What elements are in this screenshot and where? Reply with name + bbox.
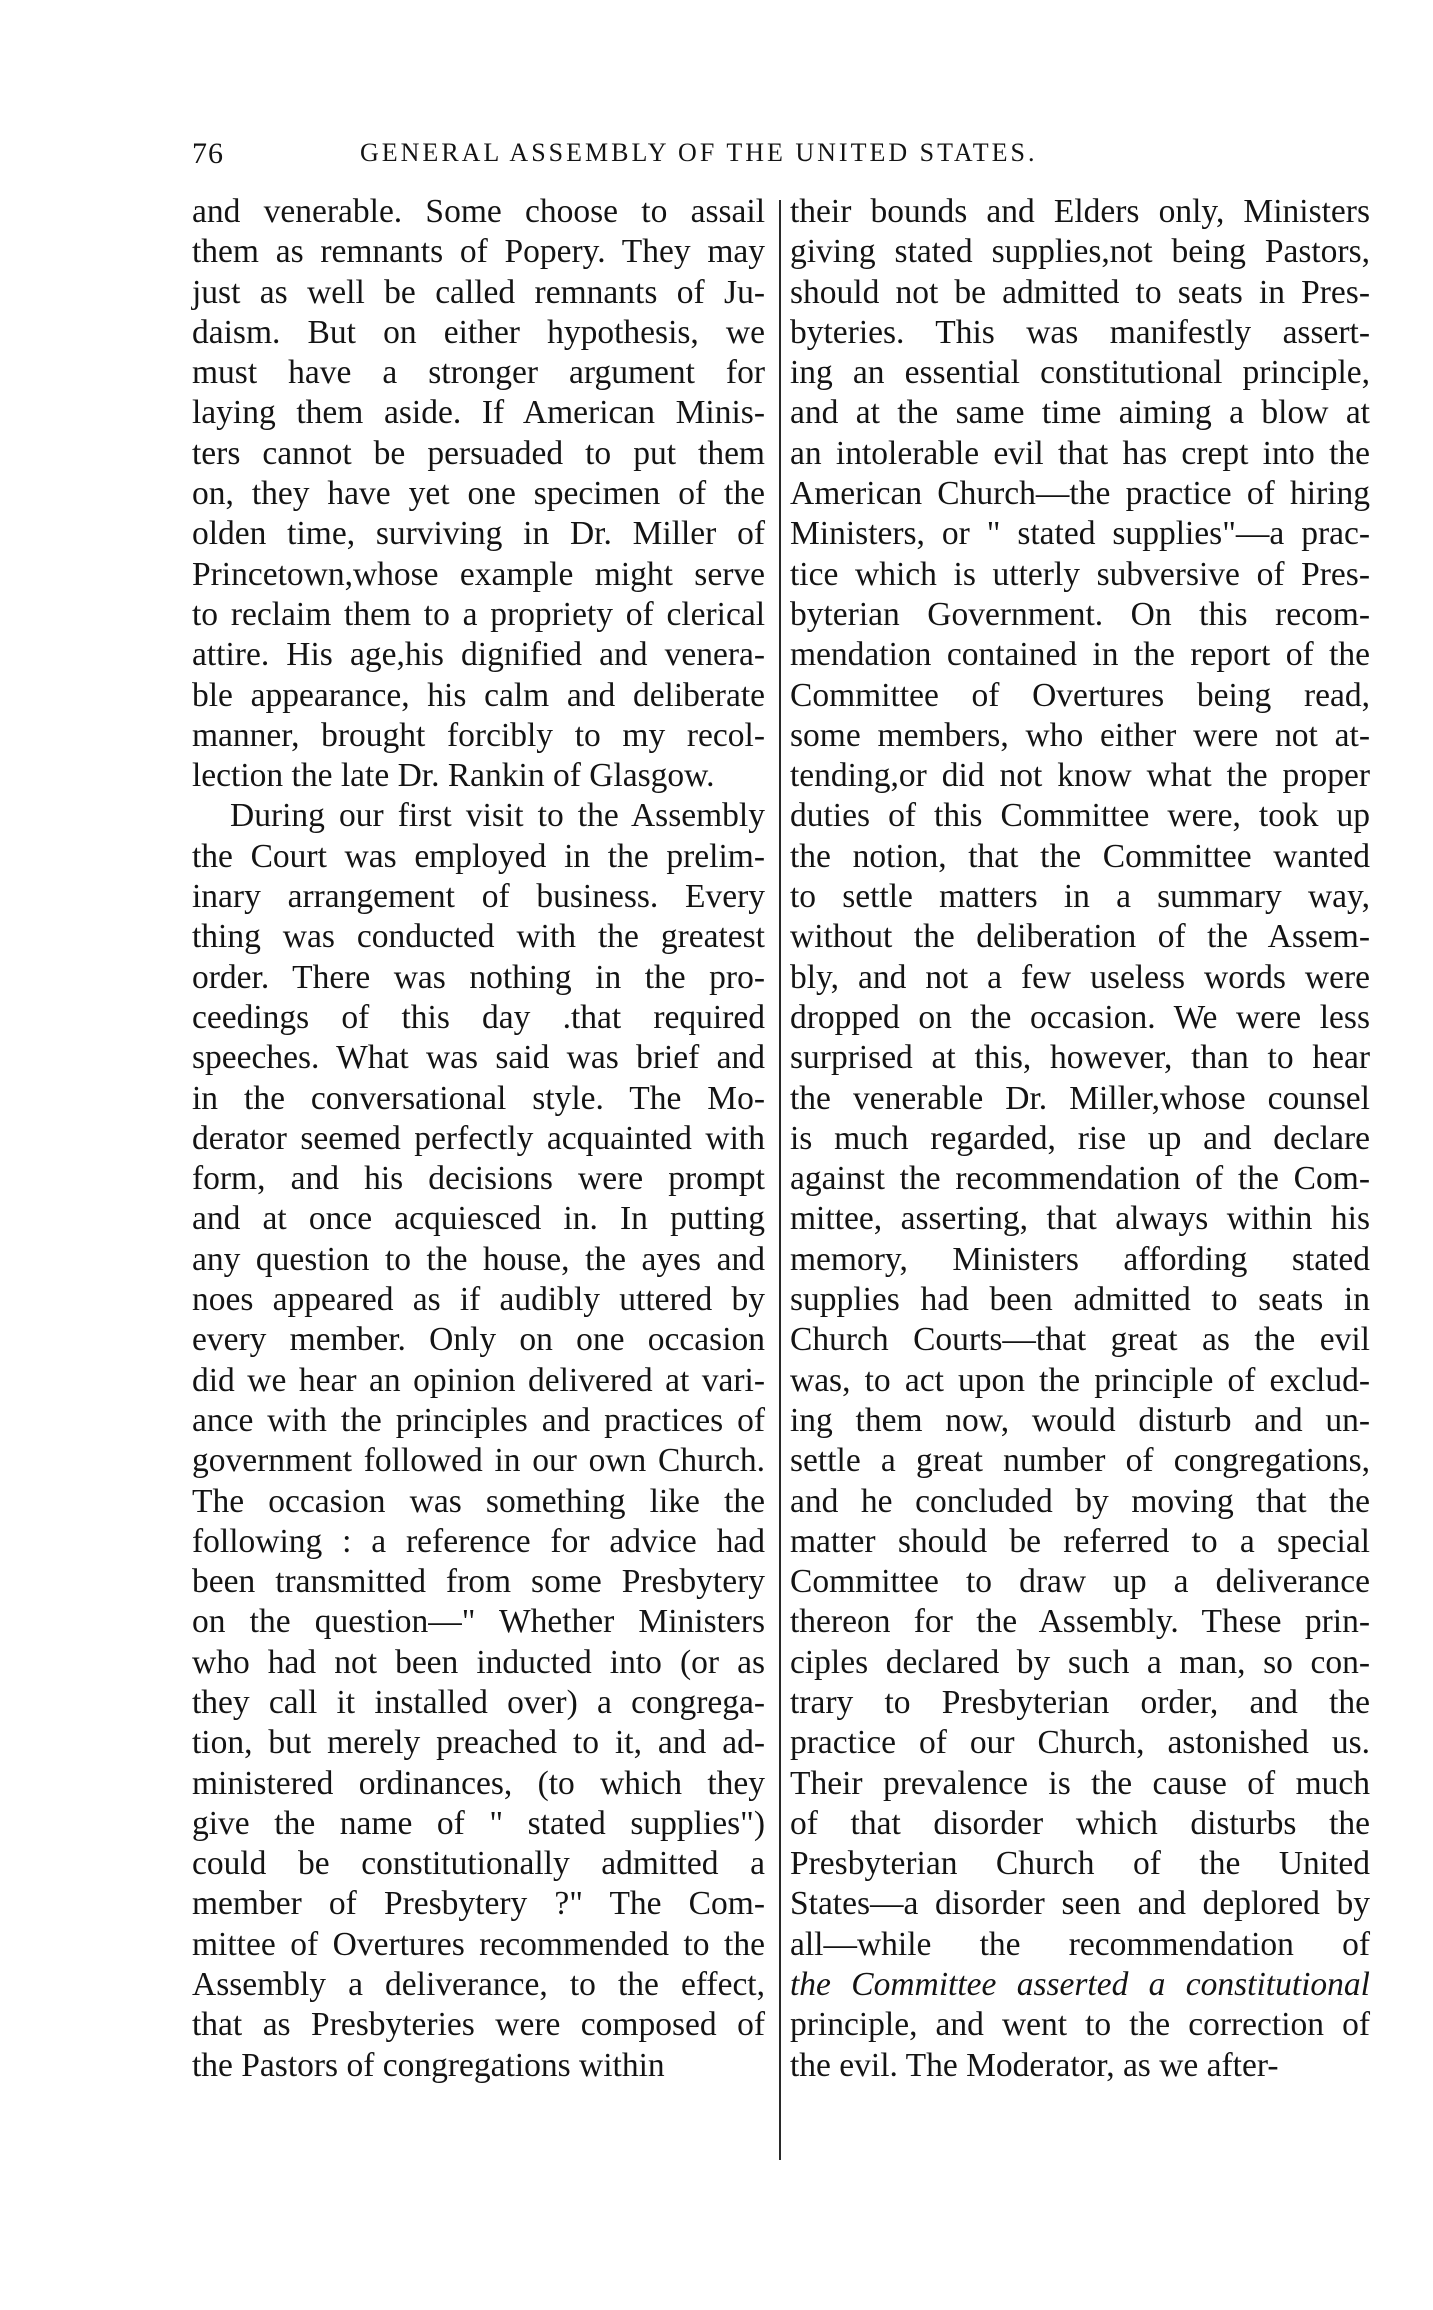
text-line: surprised at this, however, than to hear	[790, 1039, 1370, 1077]
text-line: manner, brought forcibly to my recol-	[192, 716, 765, 754]
text-line: byterian Government. On this recom-	[790, 595, 1370, 633]
column-divider	[779, 200, 781, 2160]
text-line: any question to the house, the ayes and	[192, 1240, 765, 1278]
text-line: must have a stronger argument for	[192, 354, 765, 392]
text-line: thing was conducted with the greatest	[192, 918, 765, 956]
text-line: daism. But on either hypothesis, we	[192, 313, 765, 351]
text-line: Committee of Overtures being read,	[790, 676, 1370, 714]
text-line: in the conversational style. The Mo-	[192, 1079, 765, 1117]
text-line: been transmitted from some Presbytery	[192, 1563, 765, 1601]
text-line: and at the same time aiming a blow at	[790, 394, 1370, 432]
text-line: did we hear an opinion delivered at vari-	[192, 1361, 765, 1399]
text-line: dropped on the occasion. We were less	[790, 998, 1370, 1036]
text-line: was, to act upon the principle of exclud-	[790, 1361, 1370, 1399]
text-line: memory, Ministers affording stated	[790, 1240, 1370, 1278]
text-line: lection the late Dr. Rankin of Glasgow.	[192, 757, 715, 795]
text-line: Committee to draw up a deliverance	[790, 1563, 1370, 1601]
text-line: is much regarded, rise up and declare	[790, 1119, 1370, 1157]
text-line: thereon for the Assembly. These prin-	[790, 1603, 1370, 1641]
text-line: Church Courts—that great as the evil	[790, 1321, 1370, 1359]
right-column	[790, 192, 1370, 2086]
text-line: following : a reference for advice had	[192, 1522, 765, 1560]
text-line: on the question—" Whether Ministers	[192, 1603, 765, 1641]
text-line: and at once acquiesced in. In putting	[192, 1200, 765, 1238]
text-line: the evil. The Moderator, as we after-	[790, 2046, 1279, 2084]
text-line: on, they have yet one specimen of the	[192, 475, 765, 513]
text-line: government followed in our own Church.	[192, 1442, 765, 1480]
running-head: GENERAL ASSEMBLY OF THE UNITED STATES.	[360, 138, 1038, 167]
text-line: and he concluded by moving that the	[790, 1482, 1370, 1520]
text-line: ble appearance, his calm and deliberate	[192, 676, 765, 714]
text-line: mittee, asserting, that always within his	[790, 1200, 1370, 1238]
text-line: ing them now, would disturb and un-	[790, 1401, 1370, 1439]
text-line: inary arrangement of business. Every	[192, 878, 765, 916]
text-line: should not be admitted to seats in Pres-	[790, 273, 1370, 311]
text-line: bly, and not a few useless words were	[790, 958, 1370, 996]
text-line: give the name of " stated supplies")	[192, 1804, 765, 1842]
text-line: ciples declared by such a man, so con-	[790, 1643, 1370, 1681]
text-line: Princetown,whose example might serve	[192, 555, 765, 593]
text-line: they call it installed over) a congrega-	[192, 1683, 765, 1721]
text-line: order. There was nothing in the pro-	[192, 958, 765, 996]
text-line: the notion, that the Committee wanted	[790, 837, 1370, 875]
text-line: principle, and went to the correction of	[790, 2006, 1370, 2044]
text-line: Their prevalence is the cause of much	[790, 1764, 1370, 1802]
left-column	[192, 192, 765, 2086]
text-line: the Court was employed in the prelim-	[192, 837, 765, 875]
text-line: form, and his decisions were prompt	[192, 1160, 765, 1198]
text-line: ministered ordinances, (to which they	[192, 1764, 765, 1802]
text-line: some members, who either were not at-	[790, 716, 1370, 754]
text-line: States—a disorder seen and deplored by	[790, 1885, 1370, 1923]
text-line: olden time, surviving in Dr. Miller of	[192, 515, 765, 553]
text-line: tending,or did not know what the proper	[790, 757, 1370, 795]
text-line: the venerable Dr. Miller,whose counsel	[790, 1079, 1370, 1117]
text-line: ance with the principles and practices of	[192, 1401, 765, 1439]
text-line: tion, but merely preached to it, and ad-	[192, 1724, 765, 1762]
text-line: and venerable. Some choose to assail	[192, 193, 765, 230]
text-line: the Committee asserted a constitutional	[790, 1966, 1370, 2004]
text-line: derator seemed perfectly acquainted with	[192, 1119, 765, 1157]
text-line: member of Presbytery ?" The Com-	[192, 1885, 765, 1923]
text-line: to settle matters in a summary way,	[790, 878, 1370, 916]
text-line: all—while the recommendation of	[790, 1925, 1370, 1963]
text-line: Presbyterian Church of the United	[790, 1845, 1370, 1883]
text-line: ing an essential constitutional principle,	[790, 354, 1370, 392]
text-line: The occasion was something like the	[192, 1482, 765, 1520]
text-line: Assembly a deliverance, to the effect,	[192, 1966, 765, 2004]
text-line: every member. Only on one occasion	[192, 1321, 765, 1359]
text-line: trary to Presbyterian order, and the	[790, 1683, 1370, 1721]
text-line: practice of our Church, astonished us.	[790, 1724, 1370, 1762]
text-line: against the recommendation of the Com-	[790, 1160, 1370, 1198]
text-line: laying them aside. If American Minis-	[192, 394, 765, 432]
text-line: the Pastors of congregations within	[192, 2046, 665, 2084]
text-line: them as remnants of Popery. They may	[192, 233, 765, 271]
text-line: could be constitutionally admitted a	[192, 1845, 765, 1883]
text-line: an intolerable evil that has crept into the	[790, 434, 1370, 472]
text-line: to reclaim them to a propriety of clerical	[192, 595, 765, 633]
text-line: mendation contained in the report of the	[790, 636, 1370, 674]
text-line: their bounds and Elders only, Ministers	[790, 193, 1370, 230]
text-line: just as well be called remnants of Ju-	[192, 273, 765, 311]
text-line: who had not been inducted into (or as	[192, 1643, 765, 1681]
text-line: noes appeared as if audibly uttered by	[192, 1281, 765, 1319]
text-line: American Church—the practice of hiring	[790, 475, 1370, 513]
text-line: settle a great number of congregations,	[790, 1442, 1370, 1480]
text-line: ceedings of this day .that required	[192, 998, 765, 1036]
page-number: 76	[192, 137, 224, 170]
text-line: supplies had been admitted to seats in	[790, 1281, 1370, 1319]
text-line: giving stated supplies,not being Pastors,	[790, 233, 1370, 271]
text-line: byteries. This was manifestly assert-	[790, 313, 1370, 351]
text-line: that as Presbyteries were composed of	[192, 2006, 765, 2044]
text-line: ters cannot be persuaded to put them	[192, 434, 765, 472]
text-line: duties of this Committee were, took up	[790, 797, 1370, 835]
text-line: tice which is utterly subversive of Pres-	[790, 555, 1370, 593]
text-line: attire. His age,his dignified and venera-	[192, 636, 765, 674]
text-line: of that disorder which disturbs the	[790, 1804, 1370, 1842]
text-line: mittee of Overtures recommended to the	[192, 1925, 765, 1963]
text-line: During our first visit to the Assembly	[230, 797, 765, 835]
text-line: without the deliberation of the Assem-	[790, 918, 1370, 956]
text-line: Ministers, or " stated supplies"—a prac-	[790, 515, 1370, 553]
text-line: speeches. What was said was brief and	[192, 1039, 765, 1077]
text-line: matter should be referred to a special	[790, 1522, 1370, 1560]
